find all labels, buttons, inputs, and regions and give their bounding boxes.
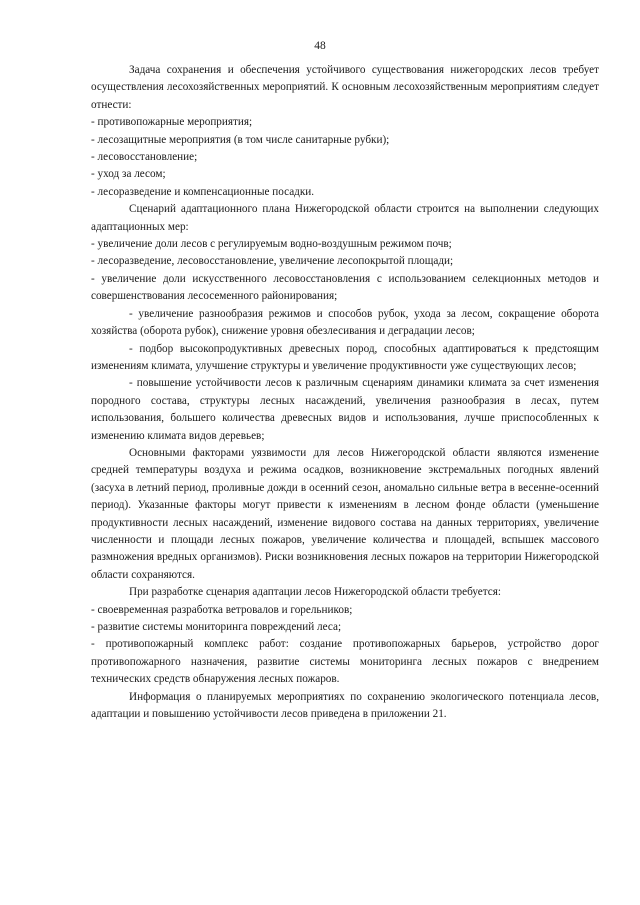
list-item: - противопожарные мероприятия;	[91, 116, 253, 129]
list-item: - увеличение доли искусственного лесовосстановления с использованием селекционных методов и совершенствования лесосеменного районирования;	[91, 272, 599, 303]
list-item: - подбор высокопродуктивных древесных пород, способных адаптироваться к предстоящим изменениям климата, улучшение структуры и увеличение продуктивности уже существующих лесов;	[91, 342, 599, 372]
list-item: - увеличение доли лесов с регулируемым водно-воздушным режимом почв;	[91, 238, 452, 251]
list-item: - лесозащитные мероприятия (в том числе санитарные рубки);	[91, 133, 390, 146]
list-item: - лесовосстановление;	[91, 151, 198, 164]
document-body	[91, 62, 599, 723]
page-number: 48	[314, 40, 326, 52]
paragraph-vulnerability: Основными факторами уязвимости для лесов Нижегородской области являются изменение средней температуры воздуха и режима осадков, возникновение экстремальных погодных явлений (засуха в летний период, проливные дожди в осенний сезон, аномально сильные ветра в весенне-осенний период). Указанные факторы могут привести к изменениям в лесном фонде области (уменьшение продуктивности лесных насаждений, изменение видового состава на данных территориях, увеличение численности и площади лесных пожаров, увеличение количества и площадей, вспышек массового размножения вредных организмов). Риски возникновения лесных пожаров на территории Нижегородской области сохраняются.	[91, 446, 599, 581]
list-item: - лесоразведение, лесовосстановление, увеличение лесопокрытой площади;	[91, 255, 454, 268]
list-item: - увеличение разнообразия режимов и способов рубок, ухода за лесом, сокращение оборота хозяйства (оборота рубок), снижение уровня обезлесивания и деградации лесов;	[91, 307, 599, 338]
list-item: - своевременная разработка ветровалов и горельников;	[91, 603, 353, 616]
list-item: - противопожарный комплекс работ: создание противопожарных барьеров, устройство дорог противопожарного назначения, развитие системы мониторинга лесных пожаров с внедрением технических средств обнаружения лесных пожаров.	[91, 638, 599, 686]
list-item: - лесоразведение и компенсационные посадки.	[91, 185, 315, 198]
paragraph-appendix-reference: Информация о планируемых мероприятиях по сохранению экологического потенциала лесов, адаптации и повышению устойчивости лесов приведена в приложении 21.	[91, 690, 599, 721]
paragraph-scenario: Сценарий адаптационного плана Нижегородской области строится на выполнении следующих адаптационных мер:	[91, 203, 599, 233]
paragraph-intro: Задача сохранения и обеспечения устойчивого существования нижегородских лесов требует осуществления лесохозяйственных мероприятий. К основным лесохозяйственным мероприятиям следует отнести:	[91, 64, 599, 111]
list-item: - повышение устойчивости лесов к различным сценариям динамики климата за счет изменения породного состава, структуры лесных насаждений, увеличения разнообразия в лесах, путем использования, большего количества древесных видов и использования, лучше приспособленных к изменению климата видов деревьев;	[91, 377, 599, 442]
paragraph-requirements: При разработке сценария адаптации лесов Нижегородской области требуется:	[129, 586, 501, 599]
list-item: - уход за лесом;	[91, 168, 166, 181]
list-item: - развитие системы мониторинга повреждений леса;	[91, 621, 342, 633]
